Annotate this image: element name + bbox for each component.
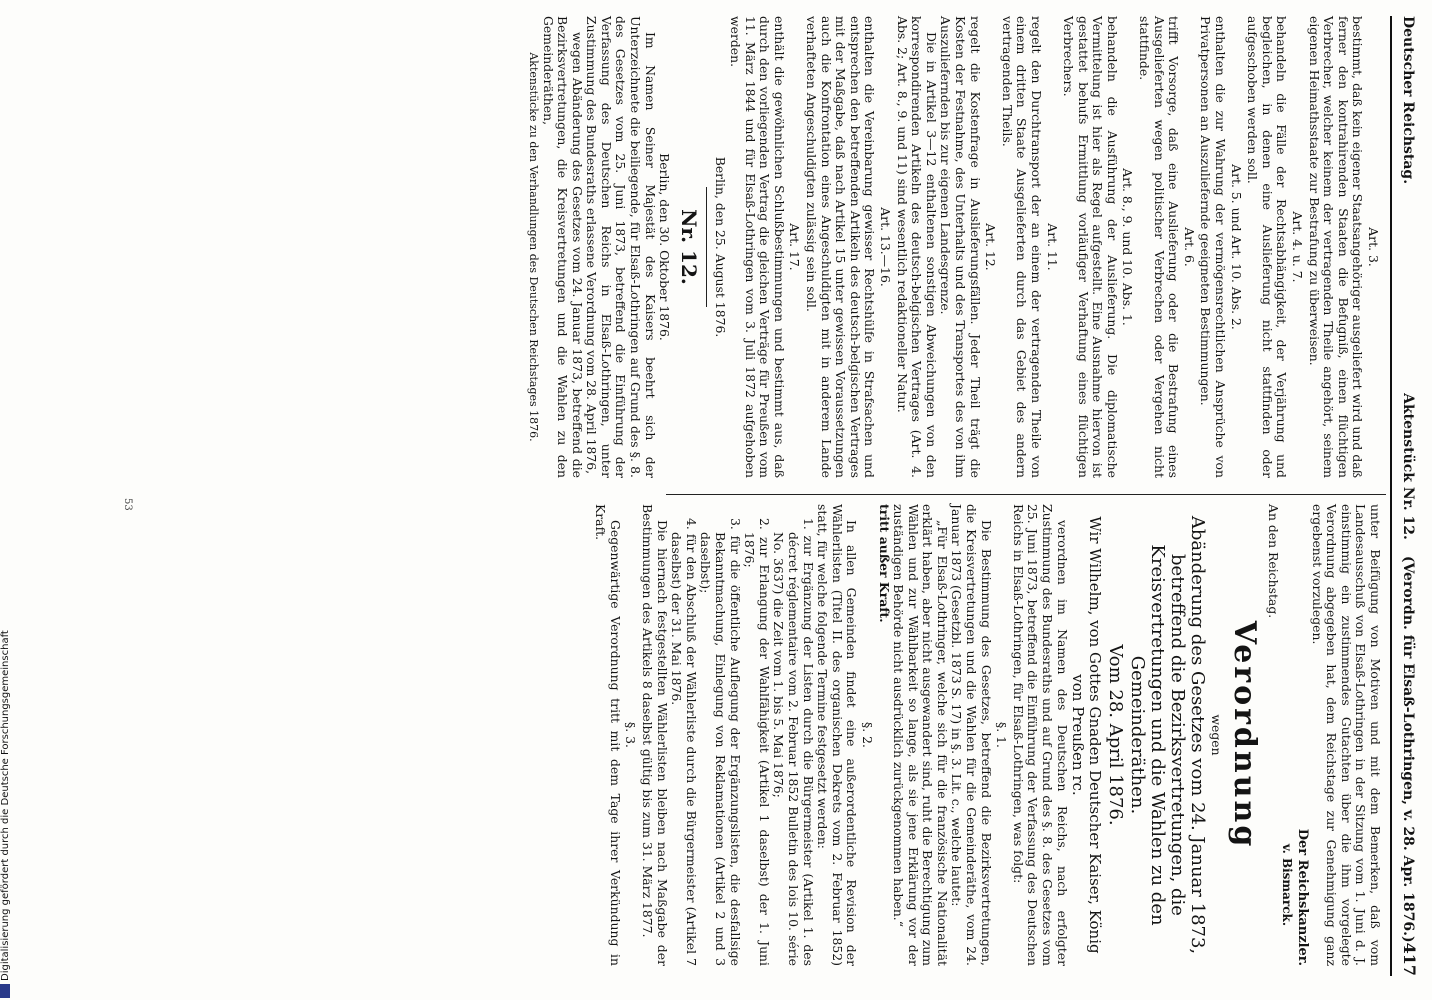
section-text: Die Bestimmung des Gesetzes, betreffend die Bezirksvertretungen, die Kreisvertretungen und die Wahlen für die Gemeinderäthe, vom 24. Januar 1873 (Gesetzbl. 1873 S. 17) in §. 3. Lit. c., welche lautet: <box>949 504 994 966</box>
section-text: Gegenwärtige Verordnung tritt mit dem Tage ihrer Verkündung in Kraft. <box>593 504 623 966</box>
place-date: Berlin, den 30. Oktober 1876. <box>657 153 673 341</box>
wegen-label: wegen <box>1209 714 1225 756</box>
section-title: §. 3. <box>623 722 639 748</box>
section-text: Die hiernach festgestellten Wählerlisten bleiben nach Maßgabe der Bestimmungen des Artikels 8 daselbst gültig bis zum 31. März 1877. <box>640 504 670 966</box>
section-quote: „Für Elsaß-Lothringer, welche sich für die französische Nationalität erklärt haben, aber nicht ausgewandert sind, ruht die Berechtigung zum Wählen und zur Wählbarkeit so lange, als sie jene Erklärung vor der zuständigen Behörde nicht ausdrücklich zurückgenommen haben.“ <box>891 504 950 966</box>
article-text: enthält die gewöhnlichen Schlußbestimmungen und bestimmt aus, daß durch den vorliegenden Vertrag die gleichen Verträge für Preußen vom 11. März 1844 und für Elsaß-Lothringen vom 3. Juli 1872 aufgehoben werden. <box>728 16 787 478</box>
list-item: 3. für die öffentliche Auflegung der Ergänzungslisten, die desfallsige Bekanntmachung, Einlegung von Reklamationen (Artikel 2 und 3 daselbst); <box>698 518 743 966</box>
article-title: Art. 13.—16. <box>878 207 893 287</box>
deadline-list <box>669 504 815 966</box>
article-text: Die in Artikel 3—12 enthaltenen sonstigen Abweichungen von den korrespondirenden Artikeln des deutsch-belgischen Vertrages (Art. 4. Abs. 2; Art. 8., 9. und 11) sind wesentlich redaktioneller Natur. <box>894 16 939 478</box>
ordinance-subtitle: Abänderung des Gesetzes vom 24. Januar 1873, betreffend die Bezirksvertretungen, die Kreisvertretungen und die Wahlen zu den Gemeinderäthen. <box>1126 515 1208 955</box>
addressee: An den Reichstag. <box>1265 504 1281 619</box>
article-title: Art. 12. <box>983 223 999 271</box>
header-center: Aktenstück Nr. 12. <box>1400 393 1416 540</box>
ordinance-date: Vom 28. April 1876. <box>1104 644 1126 826</box>
article-text: enthalten die Vereinbarung gewisser Rechtshülfe in Strafsachen und entsprechen den betreffenden Artikeln des deutsch-belgischen Vertrages mit der Maßgabe, daß nach Artikel 15 unter gewissen Voraussetzungen auch die Konfrontation eines Angeschuldigten mit in anderem Lande verhafteten Angeschuldigten zulässig sein soll. <box>804 16 878 478</box>
section-title: §. 2. <box>859 722 875 748</box>
article-text: enthalten die zur Wahrung der vermögensrechtlichen Ansprüche von Privatpersonen an Auszuliefernde geeigneten Bestimmungen. <box>1198 16 1229 478</box>
list-item: 2. zur Erlangung der Wahlfähigkeit (Artikel 1 daselbst) der 1. Juni 1876; <box>742 518 772 966</box>
page-number: 53 <box>122 498 133 511</box>
digitization-credit <box>0 630 11 998</box>
article-text: behandeln die Fälle der Rechtsabhängigkeit, der Verjährung und begleichen, in denen eine Auslieferung nicht stattfinden oder aufgeschoben werden soll. <box>1245 16 1290 478</box>
list-item: 1. zur Ergänzung der Listen durch die Bürgermeister (Artikel 1. des décret réglementaire vom 2. Februar 1852 Bulletin des lois 10. série No. 3637) die Zeit vom 1. bis 5. Mai 1876; <box>771 518 816 966</box>
credit-text: Digitalisierung gefördert durch die Deutsche Forschungsgemeinschaft <box>0 630 11 981</box>
header-left: Deutscher Reichstag. <box>1400 16 1416 185</box>
signature-name: v. Bismarck. <box>1280 843 1295 926</box>
article-title: Art. 6. <box>1181 227 1197 267</box>
article-title: Art. 17. <box>787 223 803 271</box>
article-title: Art. 11. <box>1044 223 1060 271</box>
intro-text: unter Beifügung von Motiven und mit dem Bemerken, daß vom Landesausschuß von Elsaß-Lothringen in der Sitzung vom 1. Juni d. J. einstimmig ein zustimmendes Gutachten über die ihm vorgelegte Verordnung abgegeben hat, dem Reichstage zur Genehmigung ganz ergebenst vorzulegen. <box>1309 504 1383 966</box>
signature-title: Der Reichskanzler. <box>1295 828 1311 966</box>
page-header <box>1388 16 1419 976</box>
article-title: Art. 3. <box>1366 227 1381 267</box>
list-item: 4. für den Abschluß der Wählerliste durch die Bürgermeister (Artikel 7 daselbst) der 31. Mai 1876. <box>669 518 699 966</box>
article-text: regelt die Kostenfrage in Auslieferungsfällen. Jeder Theil trägt die Kosten der Festnahme, des Unterhalts und des Transportes des von ihm Auszuliefernden bis zur eigenen Landesgrenze. <box>938 16 983 478</box>
emperor-line: Wir Wilhelm, von Gottes Gnaden Deutscher Kaiser, König von Preußen rc. <box>1068 516 1104 954</box>
header-right: (Verordn. für Elsaß-Lothringen, v. 28. Apr. 1876.) <box>1400 555 1416 943</box>
article-title: Art. 4. u. 7. <box>1290 211 1306 283</box>
article-text: regelt den Durchtransport der an einem der vertragenden Theile von einem dritten Staate Ausgelieferten durch das Gebiet des andern vertragenden Theils. <box>999 16 1044 478</box>
article-title: Art. 8., 9. und 10. Abs. 1. <box>1120 168 1136 326</box>
article-text: trifft Vorsorge, daß eine Auslieferung oder die Bestrafung eines Ausgelieferten wegen politischer Verbrechen oder Vergehen nicht stattfinde. <box>1137 16 1182 478</box>
preamble: verordnen im Namen des Deutschen Reichs, nach erfolgter Zustimmung des Bundesraths und auf Grund des §. 8. des Gesetzes vom 25. Juni 1873, betreffend die Einführung der Verfassung des Deutschen Reichs in Elsaß-Lothringen, für Elsaß-Lothringen, was folgt: <box>1010 504 1070 966</box>
footer-line: Aktenstücke zu den Verhandlungen des Deutschen Reichstages 1876. <box>526 52 540 442</box>
body-text: wegen Abänderung des Gesetzes vom 24. Januar 1873, betreffend die Bezirksvertretungen, die Kreisvertretungen und die Wahlen zu den Gemeinderäthen, <box>540 16 585 478</box>
ordinance-title: Verordnung <box>1227 620 1263 850</box>
right-column <box>593 504 1383 966</box>
place-date: Berlin, den 25. August 1876. <box>713 156 729 338</box>
header-page-number: 417 <box>1400 942 1419 976</box>
article-title: Art. 5. und Art. 10. Abs. 2. <box>1228 164 1244 330</box>
article-text: bestimmt, daß kein eigener Staatsangehöriger ausgeliefert wird und daß ferner den kontrahirenden Staaten die Befugniß, einen flüchtigen Verbrecher, welcher keinem der vertragenden Theile angehört, seinem eigenen Heimathsstaate zur Bestrafung zu überweisen. <box>1306 16 1366 478</box>
section-end: tritt außer Kraft. <box>876 504 892 623</box>
rotated-document-page <box>116 8 1419 993</box>
section-text: In allen Gemeinden findet eine außerordentliche Revision der Wählerlisten (Titel II. des organischen Dekrets vom 2. Februar 1852) statt, für welche folgende Termine festgesetzt werden: <box>815 504 860 966</box>
section-title: §. 1. <box>994 722 1010 748</box>
left-column <box>526 16 1382 478</box>
dfg-logo-icon <box>0 984 10 998</box>
document-number: Nr. 12. <box>676 209 701 285</box>
article-text: behandeln die Ausführung der Auslieferung. Die diplomatische Vermittelung ist hier als Regel aufgestellt. Eine Ausnahme hiervon ist gestattet behufs Ermittlung vorläufiger Verhaftung eines flüchtigen Verbrechers. <box>1061 16 1120 478</box>
divider <box>706 187 707 307</box>
body-text: Im Namen Seiner Majestät des Kaisers beehrt sich der Unterzeichnete die beiliegende, für Elsaß-Lothringen auf Grund des §. 8. des Gesetzes vom 25. Juni 1873, betreffend die Einführung der Verfassung des Deutschen Reichs in Elsaß-Lothringen, unter Zustimmung des Bundesraths erlassene Verordnung vom 28. April 1876, <box>584 16 658 478</box>
column-separator <box>666 494 1386 495</box>
header-rule <box>1390 16 1392 976</box>
